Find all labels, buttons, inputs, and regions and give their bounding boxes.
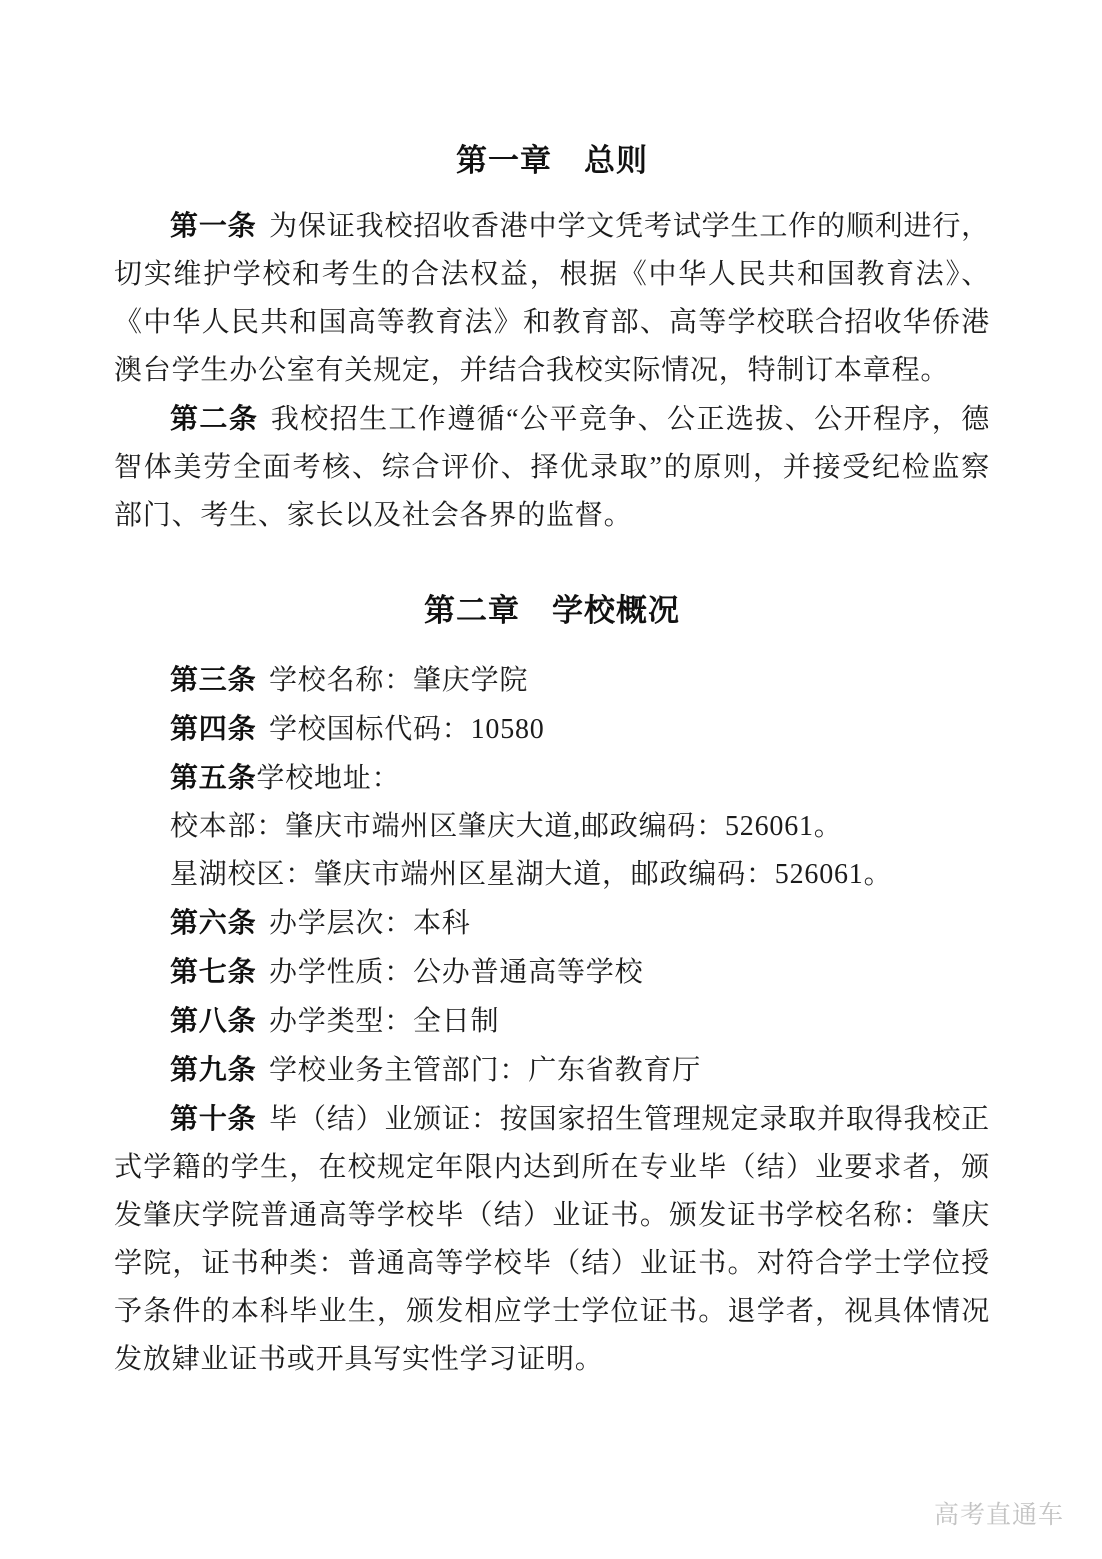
article-3-text: 学校名称：肇庆学院 <box>269 665 529 696</box>
article-7-label: 第七条 <box>170 956 257 987</box>
article-10-text: 毕（结）业颁证：按国家招生管理规定录取并取得我校正式学籍的学生，在校规定年限内达到所在专业毕（结）业要求者，颁发肇庆学院普通高等学校毕（结）业证书。颁发证书学校名称：肇庆学院，证书种类：普通高等学校毕（结）业证书。对符合学士学位授予条件的本科毕业生，颁发相应学士学位证书。退学者，视具体情况发放肄业证书或开具写实性学习证明。 <box>114 1104 990 1375</box>
article-3-paragraph <box>114 656 990 705</box>
article-2-paragraph <box>114 395 990 540</box>
article-1-label: 第一条 <box>170 210 257 241</box>
article-1-text: 为保证我校招收香港中学文凭考试学生工作的顺利进行，切实维护学校和考生的合法权益，根据《中华人民共和国教育法》、《中华人民共和国高等教育法》和教育部、高等学校联合招收华侨港澳台学生办公室有关规定，并结合我校实际情况，特制订本章程。 <box>114 211 990 386</box>
article-2-label: 第二条 <box>170 403 259 434</box>
article-9-label: 第九条 <box>170 1054 257 1085</box>
article-4-text: 学校国标代码：10580 <box>269 714 545 745</box>
article-10-label: 第十条 <box>170 1103 257 1134</box>
article-9-paragraph <box>114 1046 990 1095</box>
campus-main-line: 校本部：肇庆市端州区肇庆大道,邮政编码：526061。 <box>170 811 843 842</box>
campus-xinghu-line: 星湖校区：肇庆市端州区星湖大道，邮政编码：526061。 <box>170 859 893 890</box>
article-4-label: 第四条 <box>170 713 257 744</box>
article-3-label: 第三条 <box>170 664 257 695</box>
article-1-paragraph <box>114 202 990 395</box>
watermark-gaokao-zhitongche: 高考直通车 <box>933 1501 1064 1529</box>
article-6-label: 第六条 <box>170 907 257 938</box>
article-4-paragraph <box>114 705 990 754</box>
article-9-text: 学校业务主管部门：广东省教育厅 <box>269 1055 702 1086</box>
article-6-paragraph <box>114 899 990 948</box>
article-2-text: 我校招生工作遵循“公平竞争、公正选拔、公开程序，德智体美劳全面考核、综合评价、择优录取”的原则，并接受纪检监察部门、考生、家长以及社会各界的监督。 <box>114 404 990 531</box>
article-8-label: 第八条 <box>170 1005 257 1036</box>
article-10-paragraph <box>114 1095 990 1384</box>
article-7-paragraph <box>114 948 990 997</box>
chapter-2-heading: 第二章 学校概况 <box>424 593 680 628</box>
article-5-paragraph <box>114 754 990 803</box>
article-5-text: 学校地址： <box>256 763 401 794</box>
article-6-text: 办学层次：本科 <box>269 908 471 939</box>
article-7-text: 办学性质：公办普通高等学校 <box>269 957 644 988</box>
article-8-text: 办学类型：全日制 <box>269 1006 500 1037</box>
article-5-label: 第五条 <box>170 762 257 793</box>
article-8-paragraph <box>114 997 990 1046</box>
chapter-1-heading: 第一章 总则 <box>456 143 648 178</box>
